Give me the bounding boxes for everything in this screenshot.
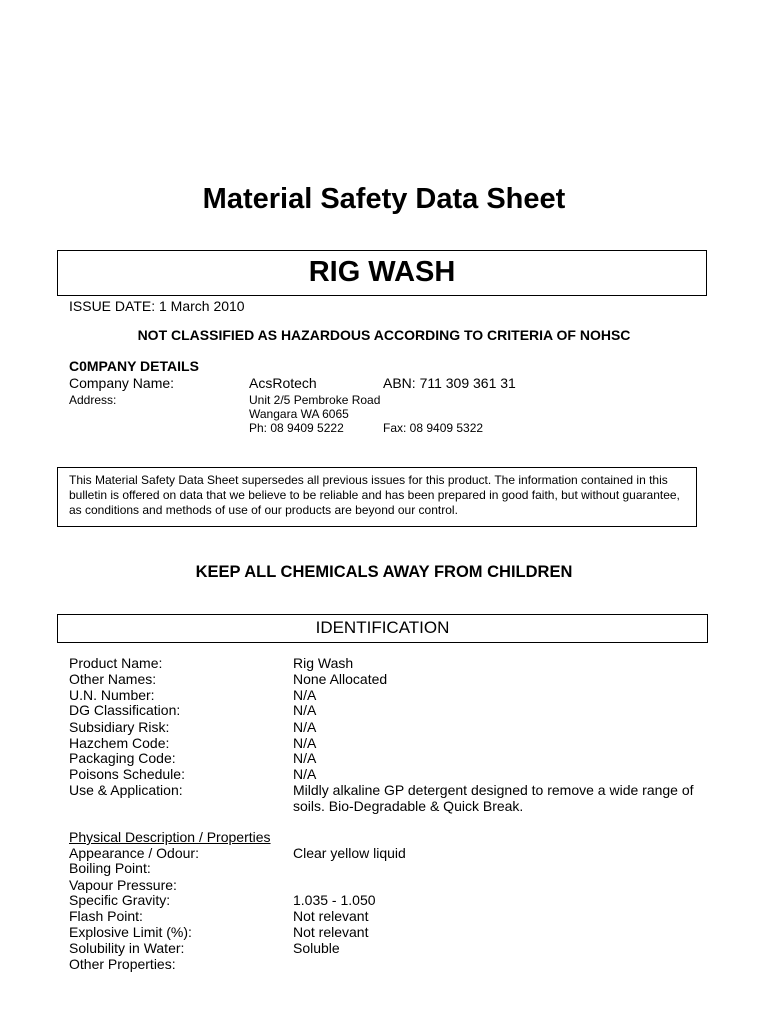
physical-properties-heading: Physical Description / Properties	[69, 829, 271, 845]
company-abn: ABN: 711 309 361 31	[383, 375, 516, 391]
explosive-limit-value: Not relevant	[293, 924, 369, 940]
address-label: Address:	[69, 393, 117, 407]
use-application-value: Mildly alkaline GP detergent designed to remove a wide range of	[293, 782, 694, 798]
hazchem-code-label: Hazchem Code:	[69, 735, 170, 751]
vapour-pressure-label: Vapour Pressure:	[69, 877, 177, 893]
product-name-value: Rig Wash	[293, 655, 354, 671]
solubility-value: Soluble	[293, 940, 340, 956]
flash-point-value: Not relevant	[293, 908, 369, 924]
other-names-label: Other Names:	[69, 671, 157, 687]
solubility-label: Solubility in Water:	[69, 940, 185, 956]
un-number-label: U.N. Number:	[69, 687, 155, 703]
company-name-value: AcsRotech	[249, 375, 317, 391]
appearance-label: Appearance / Odour:	[69, 845, 199, 861]
use-application-label: Use & Application:	[69, 782, 183, 798]
address-line-1: Unit 2/5 Pembroke Road	[249, 393, 381, 407]
use-application-value-continued: soils. Bio-Degradable & Quick Break.	[293, 798, 524, 814]
identification-heading: IDENTIFICATION	[315, 618, 450, 637]
packaging-code-label: Packaging Code:	[69, 750, 176, 766]
children-warning: KEEP ALL CHEMICALS AWAY FROM CHILDREN	[195, 563, 573, 581]
disclaimer-text: This Material Safety Data Sheet supersedes all previous issues for this product. The information contained in this bulletin is offered on data that we believe to be reliable and has been prepared in good faith, but without guarantee, as conditions and methods of use of our products are beyond our control.	[69, 473, 680, 517]
flash-point-label: Flash Point:	[69, 908, 143, 924]
address-line-2: Wangara WA 6065	[249, 407, 349, 421]
poisons-schedule-value: N/A	[293, 766, 317, 782]
poisons-schedule-label: Poisons Schedule:	[69, 766, 185, 782]
company-fax: Fax: 08 9409 5322	[383, 421, 484, 435]
company-details-heading: C0MPANY DETAILS	[69, 358, 199, 374]
subsidiary-risk-label: Subsidiary Risk:	[69, 719, 170, 735]
other-properties-label: Other Properties:	[69, 956, 176, 972]
company-name-label: Company Name:	[69, 375, 175, 391]
product-name-label: Product Name:	[69, 655, 163, 671]
dg-classification-label: DG Classification:	[69, 702, 181, 718]
hazard-classification-note: NOT CLASSIFIED AS HAZARDOUS ACCORDING TO CRITERIA OF NOHSC	[137, 327, 631, 343]
other-names-value: None Allocated	[293, 671, 388, 687]
appearance-value: Clear yellow liquid	[293, 845, 406, 861]
issue-date: ISSUE DATE: 1 March 2010	[69, 298, 245, 314]
explosive-limit-label: Explosive Limit (%):	[69, 924, 192, 940]
boiling-point-label: Boiling Point:	[69, 860, 151, 876]
specific-gravity-label: Specific Gravity:	[69, 892, 171, 908]
un-number-value: N/A	[293, 687, 317, 703]
packaging-code-value: N/A	[293, 750, 317, 766]
product-title: RIG WASH	[308, 256, 456, 288]
specific-gravity-value: 1.035 - 1.050	[293, 892, 376, 908]
dg-classification-value: N/A	[293, 702, 317, 718]
company-phone: Ph: 08 9409 5222	[249, 421, 344, 435]
hazchem-code-value: N/A	[293, 735, 317, 751]
document-title: Material Safety Data Sheet	[202, 183, 566, 215]
subsidiary-risk-value: N/A	[293, 719, 317, 735]
